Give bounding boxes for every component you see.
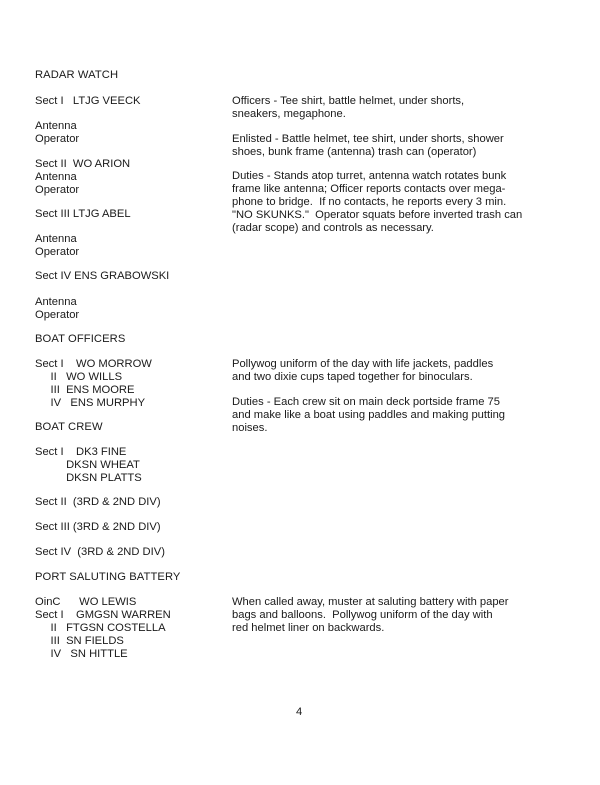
boat-officers-line3: III ENS MOORE — [35, 384, 135, 396]
saluting-battery-heading: PORT SALUTING BATTERY — [35, 571, 181, 583]
boat-uniform-line2: and two dixie cups taped together for binoculars. — [232, 371, 473, 383]
saluting-desc-line1: When called away, muster at saluting battery with paper — [232, 596, 509, 608]
saluting-line1: OinC WO LEWIS — [35, 596, 137, 608]
radar-sect3-role2: Operator — [35, 246, 80, 258]
radar-duties-line1: Duties - Stands atop turret, antenna watch rotates bunk — [232, 170, 507, 182]
boat-duties-line1: Duties - Each crew sit on main deck portside frame 75 — [232, 396, 500, 408]
boat-crew-sect2: Sect II (3RD & 2ND DIV) — [35, 496, 161, 508]
radar-sect1-role2: Operator — [35, 133, 80, 145]
boat-officers-line1: Sect I WO MORROW — [35, 358, 152, 370]
boat-crew-line2: DKSN WHEAT — [35, 459, 140, 471]
saluting-line4: III SN FIELDS — [35, 635, 124, 647]
page-number: 4 — [296, 706, 303, 718]
radar-watch-heading: RADAR WATCH — [35, 69, 119, 81]
saluting-desc-line2: bags and balloons. Pollywog uniform of the day with — [232, 609, 493, 621]
radar-duties-line3: phone to bridge. If no contacts, he reports every 3 min. — [232, 196, 507, 208]
boat-officers-heading: BOAT OFFICERS — [35, 333, 126, 345]
radar-sect2-role1: Antenna — [35, 171, 77, 183]
radar-enlisted-line2: shoes, bunk frame (antenna) trash can (operator) — [232, 146, 477, 158]
radar-duties-line4: "NO SKUNKS." Operator squats before inverted trash can — [232, 209, 523, 221]
saluting-line5: IV SN HITTLE — [35, 648, 128, 660]
radar-enlisted-line1: Enlisted - Battle helmet, tee shirt, under shorts, shower — [232, 133, 504, 145]
boat-uniform-line1: Pollywog uniform of the day with life jackets, paddles — [232, 358, 494, 370]
radar-officers-line1: Officers - Tee shirt, battle helmet, under shorts, — [232, 95, 465, 107]
radar-officers-line2: sneakers, megaphone. — [232, 108, 346, 120]
boat-officers-line2: II WO WILLS — [35, 371, 123, 383]
saluting-line2: Sect I GMGSN WARREN — [35, 609, 171, 621]
radar-sect4: Sect IV ENS GRABOWSKI — [35, 270, 170, 282]
radar-sect1-role1: Antenna — [35, 120, 77, 132]
radar-sect3: Sect III LTJG ABEL — [35, 208, 131, 220]
saluting-desc-line3: red helmet liner on backwards. — [232, 622, 385, 634]
saluting-line3: II FTGSN COSTELLA — [35, 622, 166, 634]
boat-crew-line1: Sect I DK3 FINE — [35, 446, 127, 458]
radar-sect1: Sect I LTJG VEECK — [35, 95, 141, 107]
radar-sect2-role2: Operator — [35, 184, 80, 196]
radar-sect4-role1: Antenna — [35, 296, 77, 308]
boat-crew-sect3: Sect III (3RD & 2ND DIV) — [35, 521, 161, 533]
radar-duties-line2: frame like antenna; Officer reports contacts over mega- — [232, 183, 506, 195]
boat-duties-line2: and make like a boat using paddles and making putting — [232, 409, 506, 421]
radar-sect3-role1: Antenna — [35, 233, 77, 245]
boat-crew-heading: BOAT CREW — [35, 421, 103, 433]
boat-crew-line3: DKSN PLATTS — [35, 472, 142, 484]
radar-sect4-role2: Operator — [35, 309, 80, 321]
boat-crew-sect4: Sect IV (3RD & 2ND DIV) — [35, 546, 165, 558]
radar-sect2: Sect II WO ARION — [35, 158, 131, 170]
boat-officers-line4: IV ENS MURPHY — [35, 397, 146, 409]
boat-duties-line3: noises. — [232, 422, 268, 434]
radar-duties-line5: (radar scope) and controls as necessary. — [232, 222, 434, 234]
